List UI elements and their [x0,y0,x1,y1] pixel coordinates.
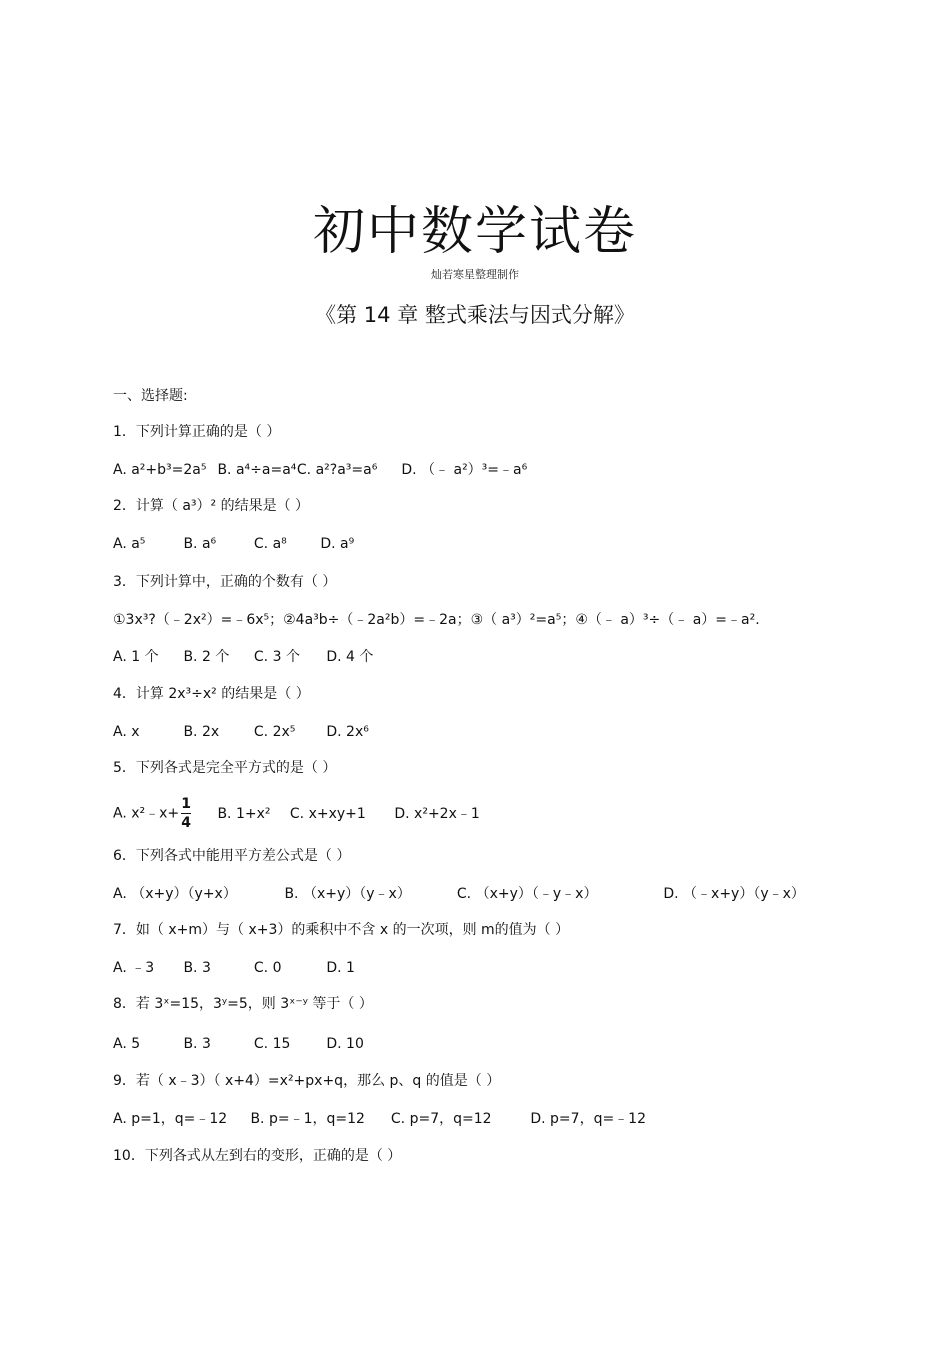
fraction-bar [181,813,191,814]
fraction-numerator: 1 [181,796,192,812]
q9-option-b: B. p=﹣1，q=12 [250,1111,365,1127]
q2-option-b: B. a⁶ [183,536,217,552]
q7-option-b: B. 3 [183,960,211,976]
q5-option-a-text: A. x²﹣x+ [113,805,180,822]
chapter-heading: 《第 14 章 整式乘法与因式分解》 [315,303,635,327]
q3-option-a: A. 1 个 [113,649,159,665]
question-10-stem: 10．下列各式从左到右的变形，正确的是（ ） [113,1148,402,1164]
q6-option-a: A. （x+y）（y+x） [113,886,237,902]
question-3-stem: 3．下列计算中，正确的个数有（ ） [113,574,337,590]
question-5-stem: 5．下列各式是完全平方式的是（ ） [113,760,337,776]
question-5-options [113,796,480,831]
q6-option-d: D. （﹣x+y）（y﹣x） [663,886,805,902]
q9-option-a: A. p=1，q=﹣12 [113,1111,228,1127]
question-6-stem: 6．下列各式中能用平方差公式是（ ） [113,848,351,864]
section-heading: 一、选择题: [113,388,188,404]
q2-option-d: D. a⁹ [320,536,355,552]
q2-option-a: A. a⁵ [113,536,146,552]
q4-option-a: A. x [113,724,140,740]
q9-option-c: C. p=7，q=12 [390,1111,492,1127]
q3-option-b: B. 2 个 [183,649,230,665]
q6-option-b: B. （x+y）（y﹣x） [284,886,411,902]
q7-option-d: D. 1 [326,960,355,976]
q7-option-c: C. 0 [253,960,282,976]
question-6-options [113,884,805,904]
q8-option-a: A. 5 [113,1036,141,1052]
q6-option-c: C. （x+y）（﹣y﹣x） [456,886,598,902]
q4-option-b: B. 2x [183,724,220,740]
question-4-stem: 4．计算 2x³÷x² 的结果是（ ） [113,686,310,702]
question-2-options [113,534,354,554]
fraction-denominator: 4 [181,815,192,831]
q3-option-c: C. 3 个 [253,649,300,665]
q8-option-c: C. 15 [253,1036,291,1052]
document-title: 初中数学试卷 [312,202,637,262]
question-1-options [113,460,527,480]
q8-option-b: B. 3 [183,1036,211,1052]
question-3-options [113,647,373,667]
q4-option-c: C. 2x⁵ [253,724,296,740]
question-8-stem: 8．若 3ˣ=15，3ʸ=5，则 3ˣ⁻ʸ 等于（ ） [113,996,373,1012]
q1-option-c: C. a²?a³=a⁶ [296,462,378,478]
q9-option-d: D. p=7，q=﹣12 [530,1111,646,1127]
q8-option-d: D. 10 [326,1036,364,1052]
question-4-options [113,722,369,742]
q7-option-a: A. ﹣3 [113,960,155,976]
q5-option-c: C. x+xy+1 [289,805,366,822]
q3-option-d: D. 4 个 [326,649,374,665]
question-1-stem: 1．下列计算正确的是（ ） [113,424,281,440]
question-9-stem: 9．若（ x﹣3）（ x+4）=x²+px+q，那么 p、q 的值是（ ） [113,1073,501,1089]
question-7-stem: 7．如（ x+m）与（ x+3）的乘积中不含 x 的一次项，则 m的值为（ ） [113,922,570,938]
question-7-options [113,958,355,978]
q1-option-a: A. a²+b³=2a⁵ [113,462,207,478]
question-3-detail: ①3x³?（﹣2x²）=﹣6x⁵；②4a³b÷（﹣2a²b）=﹣2a；③（ a³）²=a⁵；④（﹣ a）³÷（﹣ a）=﹣a². [113,612,760,628]
q1-option-d: D. （﹣ a²）³=﹣a⁶ [401,462,528,478]
q1-option-b: B. a⁴÷a=a⁴ [217,462,297,478]
document-subtitle: 灿若寒星整理制作 [431,268,519,281]
q5-option-a [113,796,213,831]
q5-option-d: D. x²+2x﹣1 [394,805,480,822]
fraction-one-quarter [181,796,191,831]
question-9-options [113,1109,646,1129]
question-8-options [113,1034,364,1054]
q5-option-b: B. 1+x² [217,805,271,822]
q4-option-d: D. 2x⁶ [326,724,369,740]
question-2-stem: 2．计算（ a³）² 的结果是（ ） [113,498,310,514]
q2-option-c: C. a⁸ [253,536,287,552]
